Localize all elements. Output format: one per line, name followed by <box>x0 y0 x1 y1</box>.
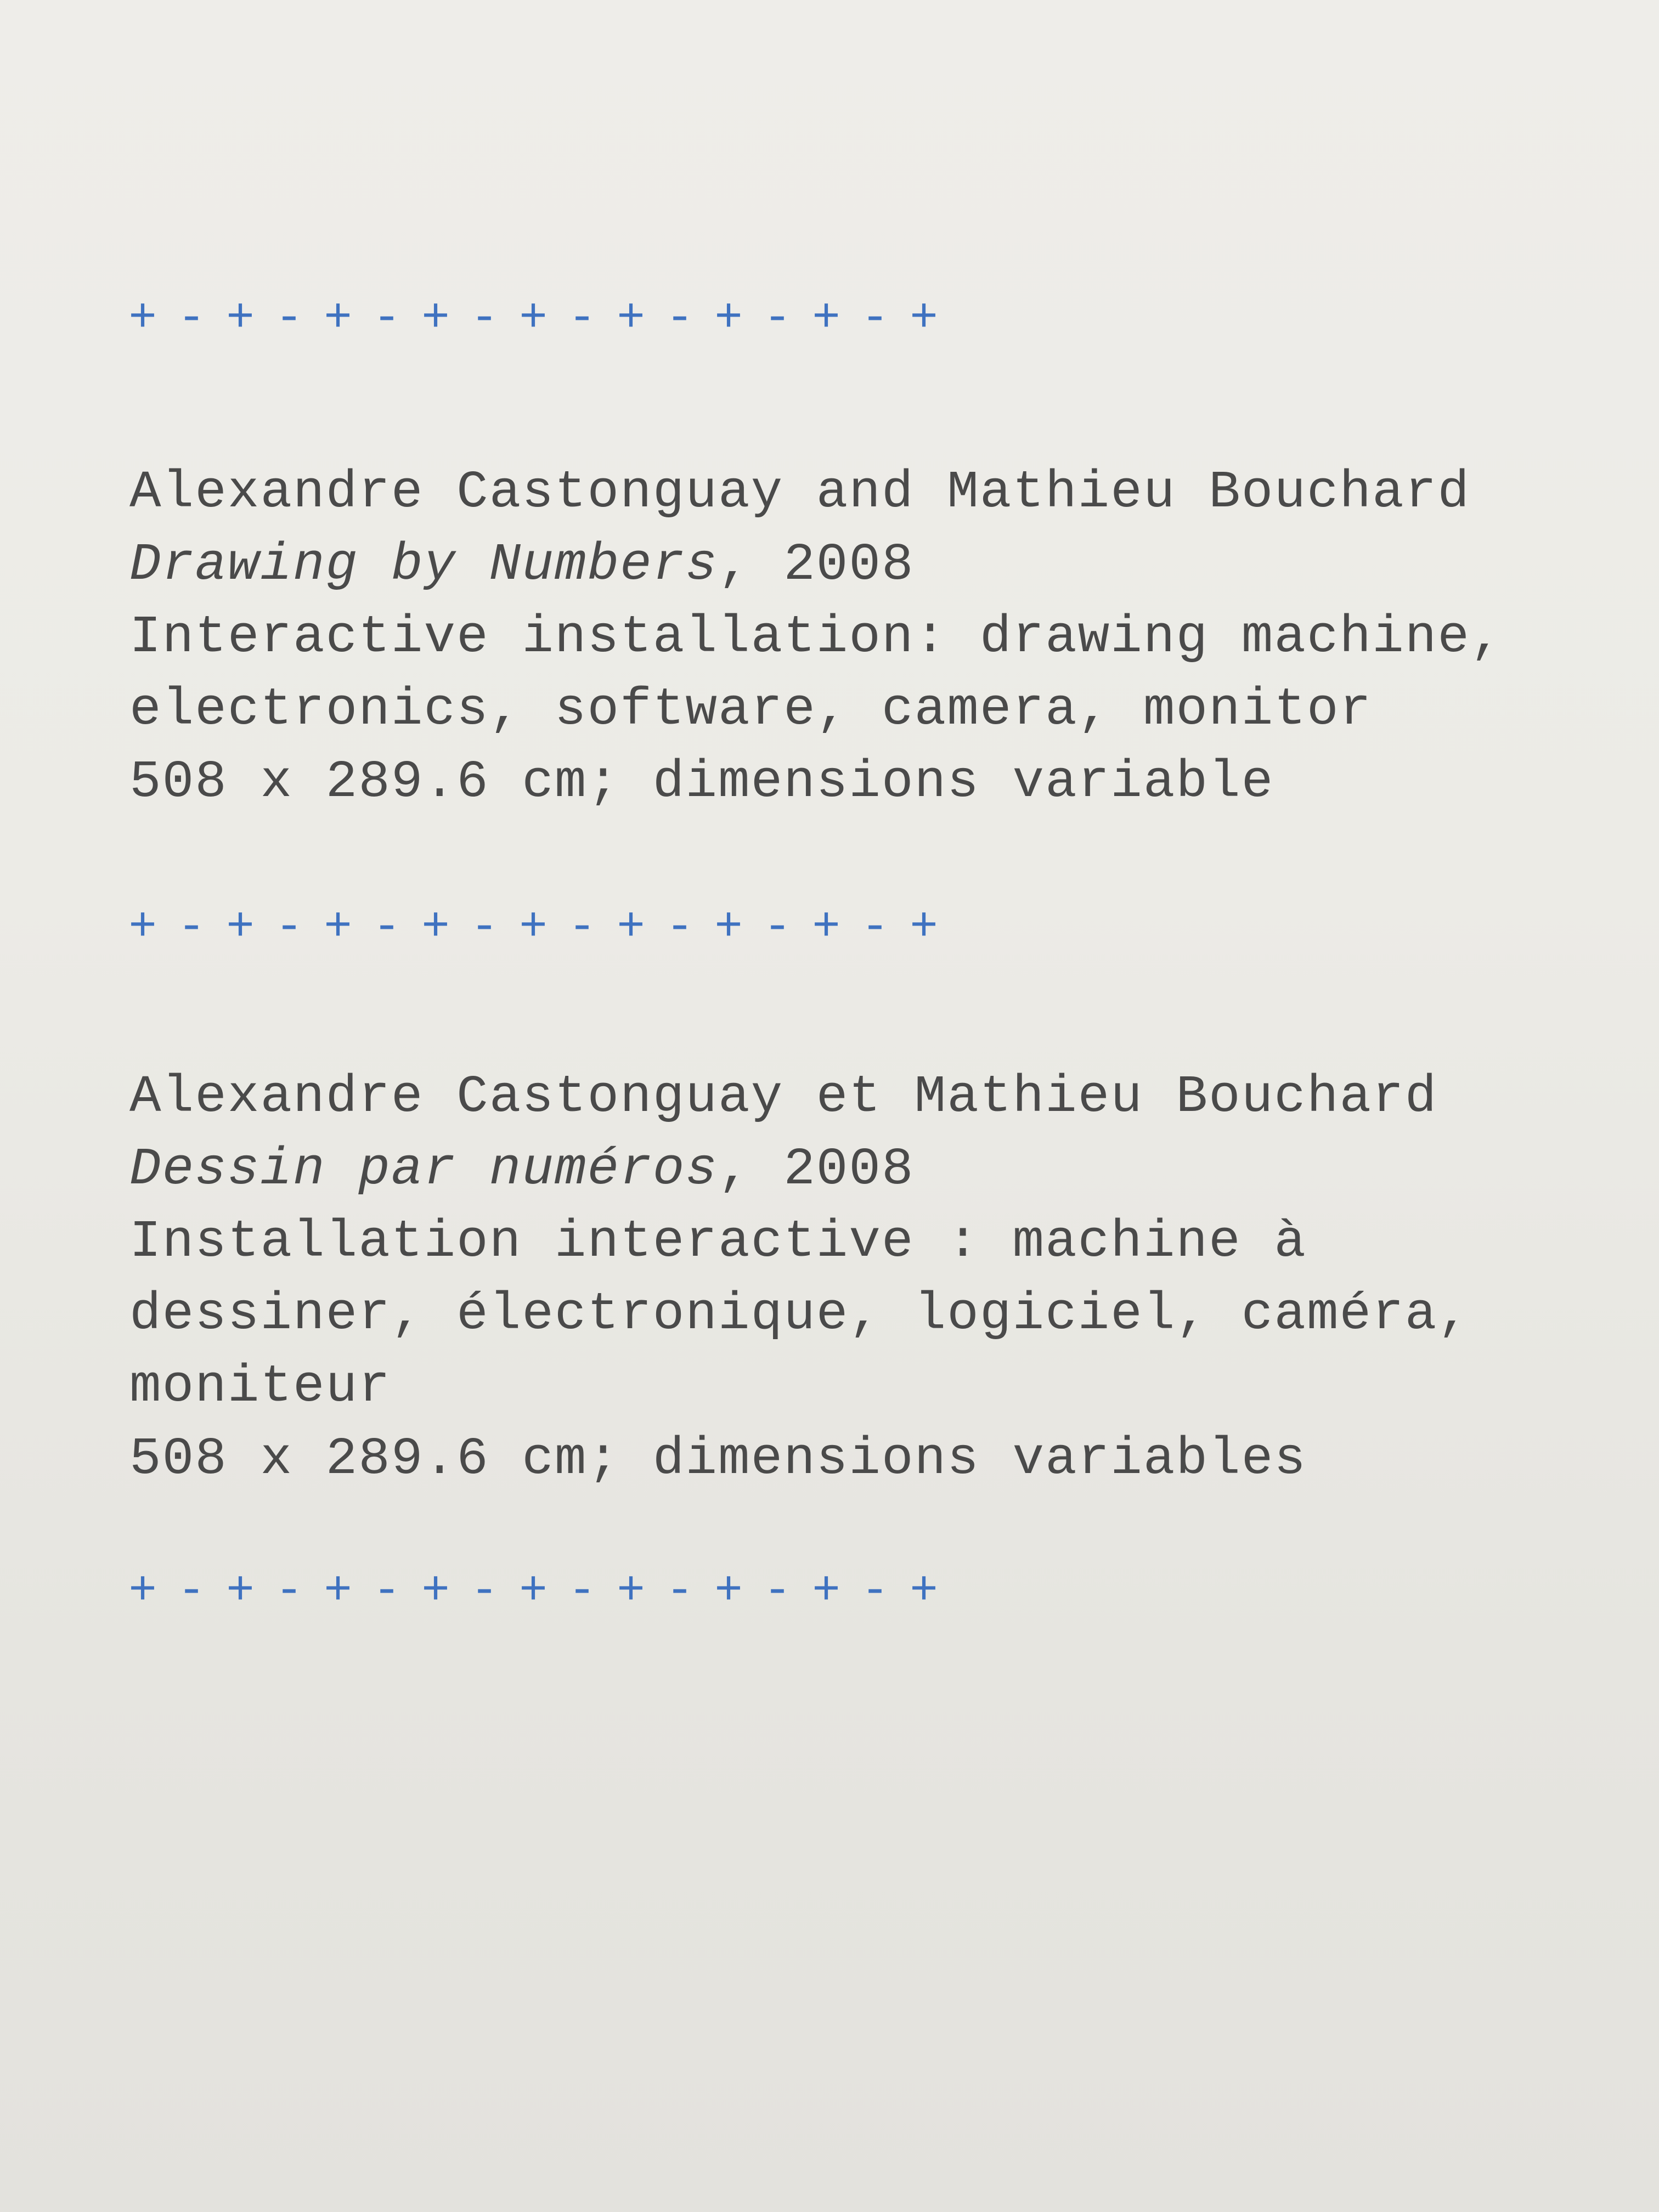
plus-mark: + <box>617 1564 645 1618</box>
dimensions-en: 508 x 289.6 cm; dimensions variable <box>129 752 1274 812</box>
plus-mark: + <box>519 900 548 954</box>
dash-mark: - <box>568 291 596 345</box>
dash-mark: - <box>665 1564 694 1618</box>
dash-mark: - <box>373 1564 401 1618</box>
plus-mark: + <box>324 900 352 954</box>
year-en: , 2008 <box>718 535 915 595</box>
dash-mark: - <box>763 900 792 954</box>
dash-mark: - <box>568 900 596 954</box>
plus-mark: + <box>714 1564 743 1618</box>
separator-top <box>127 291 939 345</box>
medium-fr-line-1: Installation interactive : machine à <box>129 1212 1307 1272</box>
medium-en-line-1: Interactive installation: drawing machine, <box>129 607 1503 667</box>
plus-mark: + <box>226 900 255 954</box>
plus-mark: + <box>714 291 743 345</box>
dash-mark: - <box>177 291 206 345</box>
dash-mark: - <box>763 1564 792 1618</box>
title-line-en <box>129 529 1503 601</box>
plus-mark: + <box>910 1564 938 1618</box>
medium-en-line-2: electronics, software, camera, monitor <box>129 680 1373 740</box>
plus-mark: + <box>421 1564 450 1618</box>
dash-mark: - <box>861 291 889 345</box>
dash-mark: - <box>470 291 499 345</box>
plus-mark: + <box>519 291 548 345</box>
french-caption <box>129 1061 1470 1496</box>
dash-mark: - <box>568 1564 596 1618</box>
plus-mark: + <box>324 291 352 345</box>
plus-mark: + <box>226 291 255 345</box>
dimensions-fr: 508 x 289.6 cm; dimensions variables <box>129 1429 1307 1489</box>
plus-mark: + <box>812 900 840 954</box>
separator-middle <box>127 900 939 954</box>
plus-mark: + <box>617 900 645 954</box>
plus-mark: + <box>421 291 450 345</box>
dash-mark: - <box>177 900 206 954</box>
dash-mark: - <box>665 900 694 954</box>
year-fr: , 2008 <box>718 1139 915 1199</box>
plus-mark: + <box>910 291 938 345</box>
artwork-title-en: Drawing by Numbers <box>129 535 718 595</box>
plus-mark: + <box>128 900 157 954</box>
dash-mark: - <box>275 900 303 954</box>
dash-mark: - <box>275 1564 303 1618</box>
artists-fr: Alexandre Castonguay et Mathieu Bouchard <box>129 1067 1438 1127</box>
plus-mark: + <box>226 1564 255 1618</box>
dash-mark: - <box>665 291 694 345</box>
dash-mark: - <box>763 291 792 345</box>
plus-mark: + <box>519 1564 548 1618</box>
plus-mark: + <box>324 1564 352 1618</box>
dash-mark: - <box>373 291 401 345</box>
plus-mark: + <box>421 900 450 954</box>
plus-mark: + <box>812 1564 840 1618</box>
dash-mark: - <box>470 1564 499 1618</box>
separator-bottom <box>127 1564 939 1618</box>
plus-mark: + <box>128 291 157 345</box>
english-caption <box>129 456 1503 819</box>
artwork-title-fr: Dessin par numéros <box>129 1139 718 1199</box>
plus-mark: + <box>812 291 840 345</box>
plus-mark: + <box>128 1564 157 1618</box>
dash-mark: - <box>177 1564 206 1618</box>
medium-fr-line-2: dessiner, électronique, logiciel, caméra, <box>129 1284 1470 1344</box>
dash-mark: - <box>470 900 499 954</box>
dash-mark: - <box>275 291 303 345</box>
dash-mark: - <box>861 900 889 954</box>
artists-en: Alexandre Castonguay and Mathieu Bouchard <box>129 462 1470 522</box>
plus-mark: + <box>910 900 938 954</box>
medium-fr-line-3: moniteur <box>129 1357 391 1417</box>
title-line-fr <box>129 1133 1470 1206</box>
plus-mark: + <box>617 291 645 345</box>
dash-mark: - <box>861 1564 889 1618</box>
dash-mark: - <box>373 900 401 954</box>
plus-mark: + <box>714 900 743 954</box>
